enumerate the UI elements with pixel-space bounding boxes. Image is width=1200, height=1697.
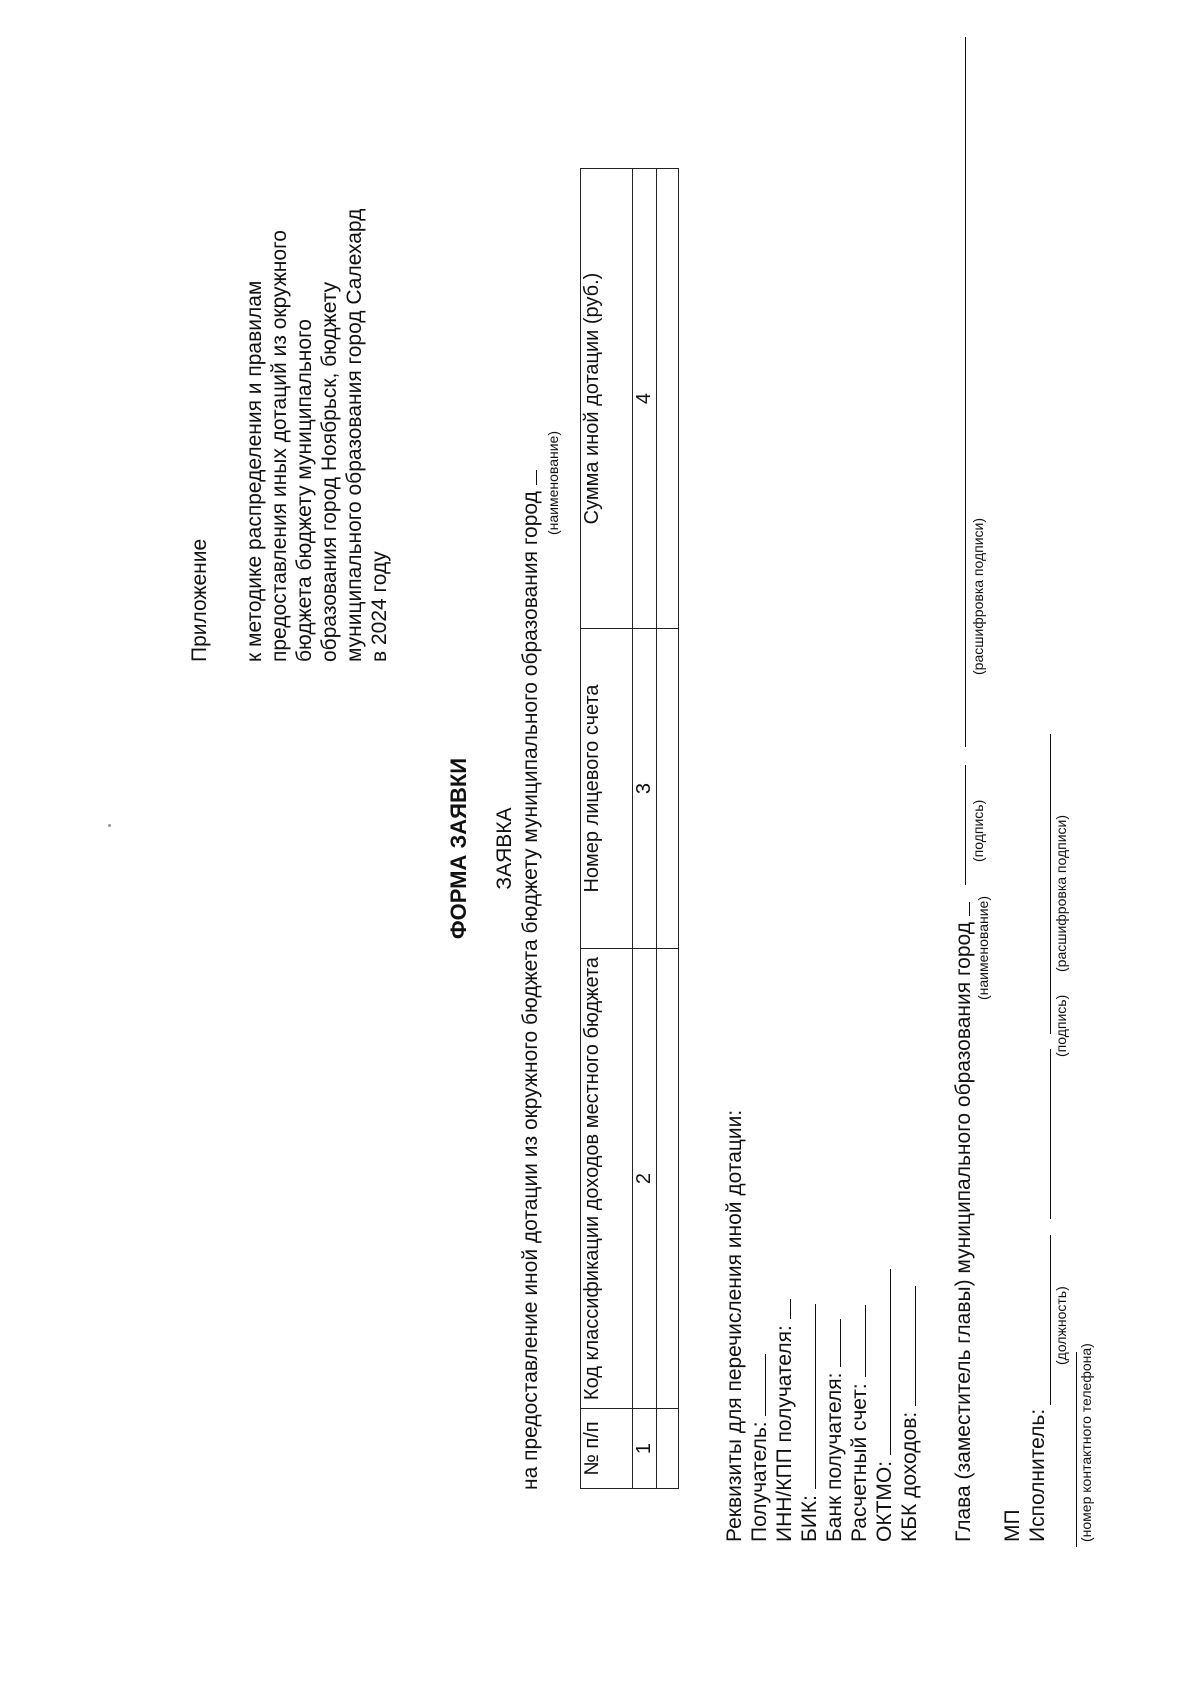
requisite-label: Получатель: <box>748 1421 771 1542</box>
executor-decoding-blank <box>1050 734 1051 1034</box>
requisite-inn <box>773 1299 797 1542</box>
form-title: ФОРМА ЗАЯВКИ <box>446 757 471 940</box>
requisite-blank <box>790 1299 791 1319</box>
executor-position-blank <box>1050 1235 1051 1405</box>
phone-caption: (номер контактного телефона) <box>1078 1343 1094 1542</box>
requisite-label: Расчетный счет: <box>848 1383 871 1542</box>
requisite-label: ИНН/КПП получателя: <box>773 1325 796 1542</box>
head-decoding-caption: (расшифровка подписи) <box>970 517 986 675</box>
zayavka-subtitle <box>519 470 543 1490</box>
requisite-kbk <box>898 1286 922 1542</box>
table-number-cell: 1 <box>633 1409 657 1489</box>
table-row <box>657 169 679 1489</box>
executor-label: Исполнитель: <box>1026 1408 1049 1542</box>
head-title: Глава (заместитель главы) муниципального образования город <box>952 922 975 1542</box>
stamp-place: МП <box>1001 1509 1024 1542</box>
zayavka-subtitle-text: на предоставление иной дотации из окружного бюджета бюджету муниципального образования город <box>519 491 542 1490</box>
requisite-blank <box>840 1319 841 1367</box>
executor-signature-caption: (подпись) <box>1053 994 1069 1057</box>
requisite-label: КБК доходов: <box>898 1411 921 1542</box>
requisite-blank <box>915 1286 916 1406</box>
requisite-label: ОКТМО: <box>873 1460 896 1542</box>
requisite-blank <box>865 1305 866 1377</box>
head-signature-line <box>952 902 976 1542</box>
table-number-cell: 2 <box>633 949 657 1409</box>
head-name-blank <box>969 902 970 916</box>
scan-speck <box>108 824 111 827</box>
head-decoding-blank <box>965 37 966 747</box>
head-signature-blank <box>965 765 966 885</box>
table-header-cell: Сумма иной дотации (руб.) <box>581 169 633 629</box>
requisite-bank <box>823 1319 847 1542</box>
table-number-cell: 4 <box>633 169 657 629</box>
requisite-blank <box>815 1304 816 1489</box>
executor-signature-blank <box>1050 1049 1051 1219</box>
zayavka-title: ЗАЯВКА <box>493 807 516 890</box>
table-header-row <box>581 169 633 1489</box>
appendix-title: Приложение <box>188 538 211 662</box>
grant-table <box>580 168 679 1489</box>
requisite-blank <box>890 1269 891 1455</box>
requisite-label: Банк получателя: <box>823 1372 846 1542</box>
table-header-cell: Номер лицевого счета <box>581 629 633 949</box>
requisite-blank <box>765 1354 766 1416</box>
table-header-cell: № п/п <box>581 1409 633 1489</box>
requisite-recipient <box>748 1354 772 1542</box>
zayavka-name-caption: (наименование) <box>545 431 561 535</box>
requisite-label: БИК: <box>798 1495 821 1542</box>
table-header-cell: Код классификации доходов местного бюджета <box>581 949 633 1409</box>
executor-position-caption: (должность) <box>1053 1286 1069 1365</box>
requisites-heading: Реквизиты для перечисления иной дотации: <box>723 1109 746 1542</box>
executor-decoding-caption: (расшифровка подписи) <box>1053 814 1069 972</box>
head-signature-caption: (подпись) <box>970 799 986 862</box>
phone-blank <box>1076 1352 1077 1547</box>
table-number-row <box>633 169 657 1489</box>
requisite-bik <box>798 1304 822 1542</box>
requisite-account <box>848 1305 872 1542</box>
requisite-oktmo <box>873 1269 897 1542</box>
name-blank <box>536 470 537 485</box>
appendix-text: к методике распределения и правилам предоставления иных дотаций из окружного бюджета бюджету муниципального образования город Ноябрьск, бюджету муниципального образования город Салехард в 2024 году <box>243 208 391 662</box>
head-name-caption: (наименование) <box>975 896 991 1000</box>
table-number-cell: 3 <box>633 629 657 949</box>
